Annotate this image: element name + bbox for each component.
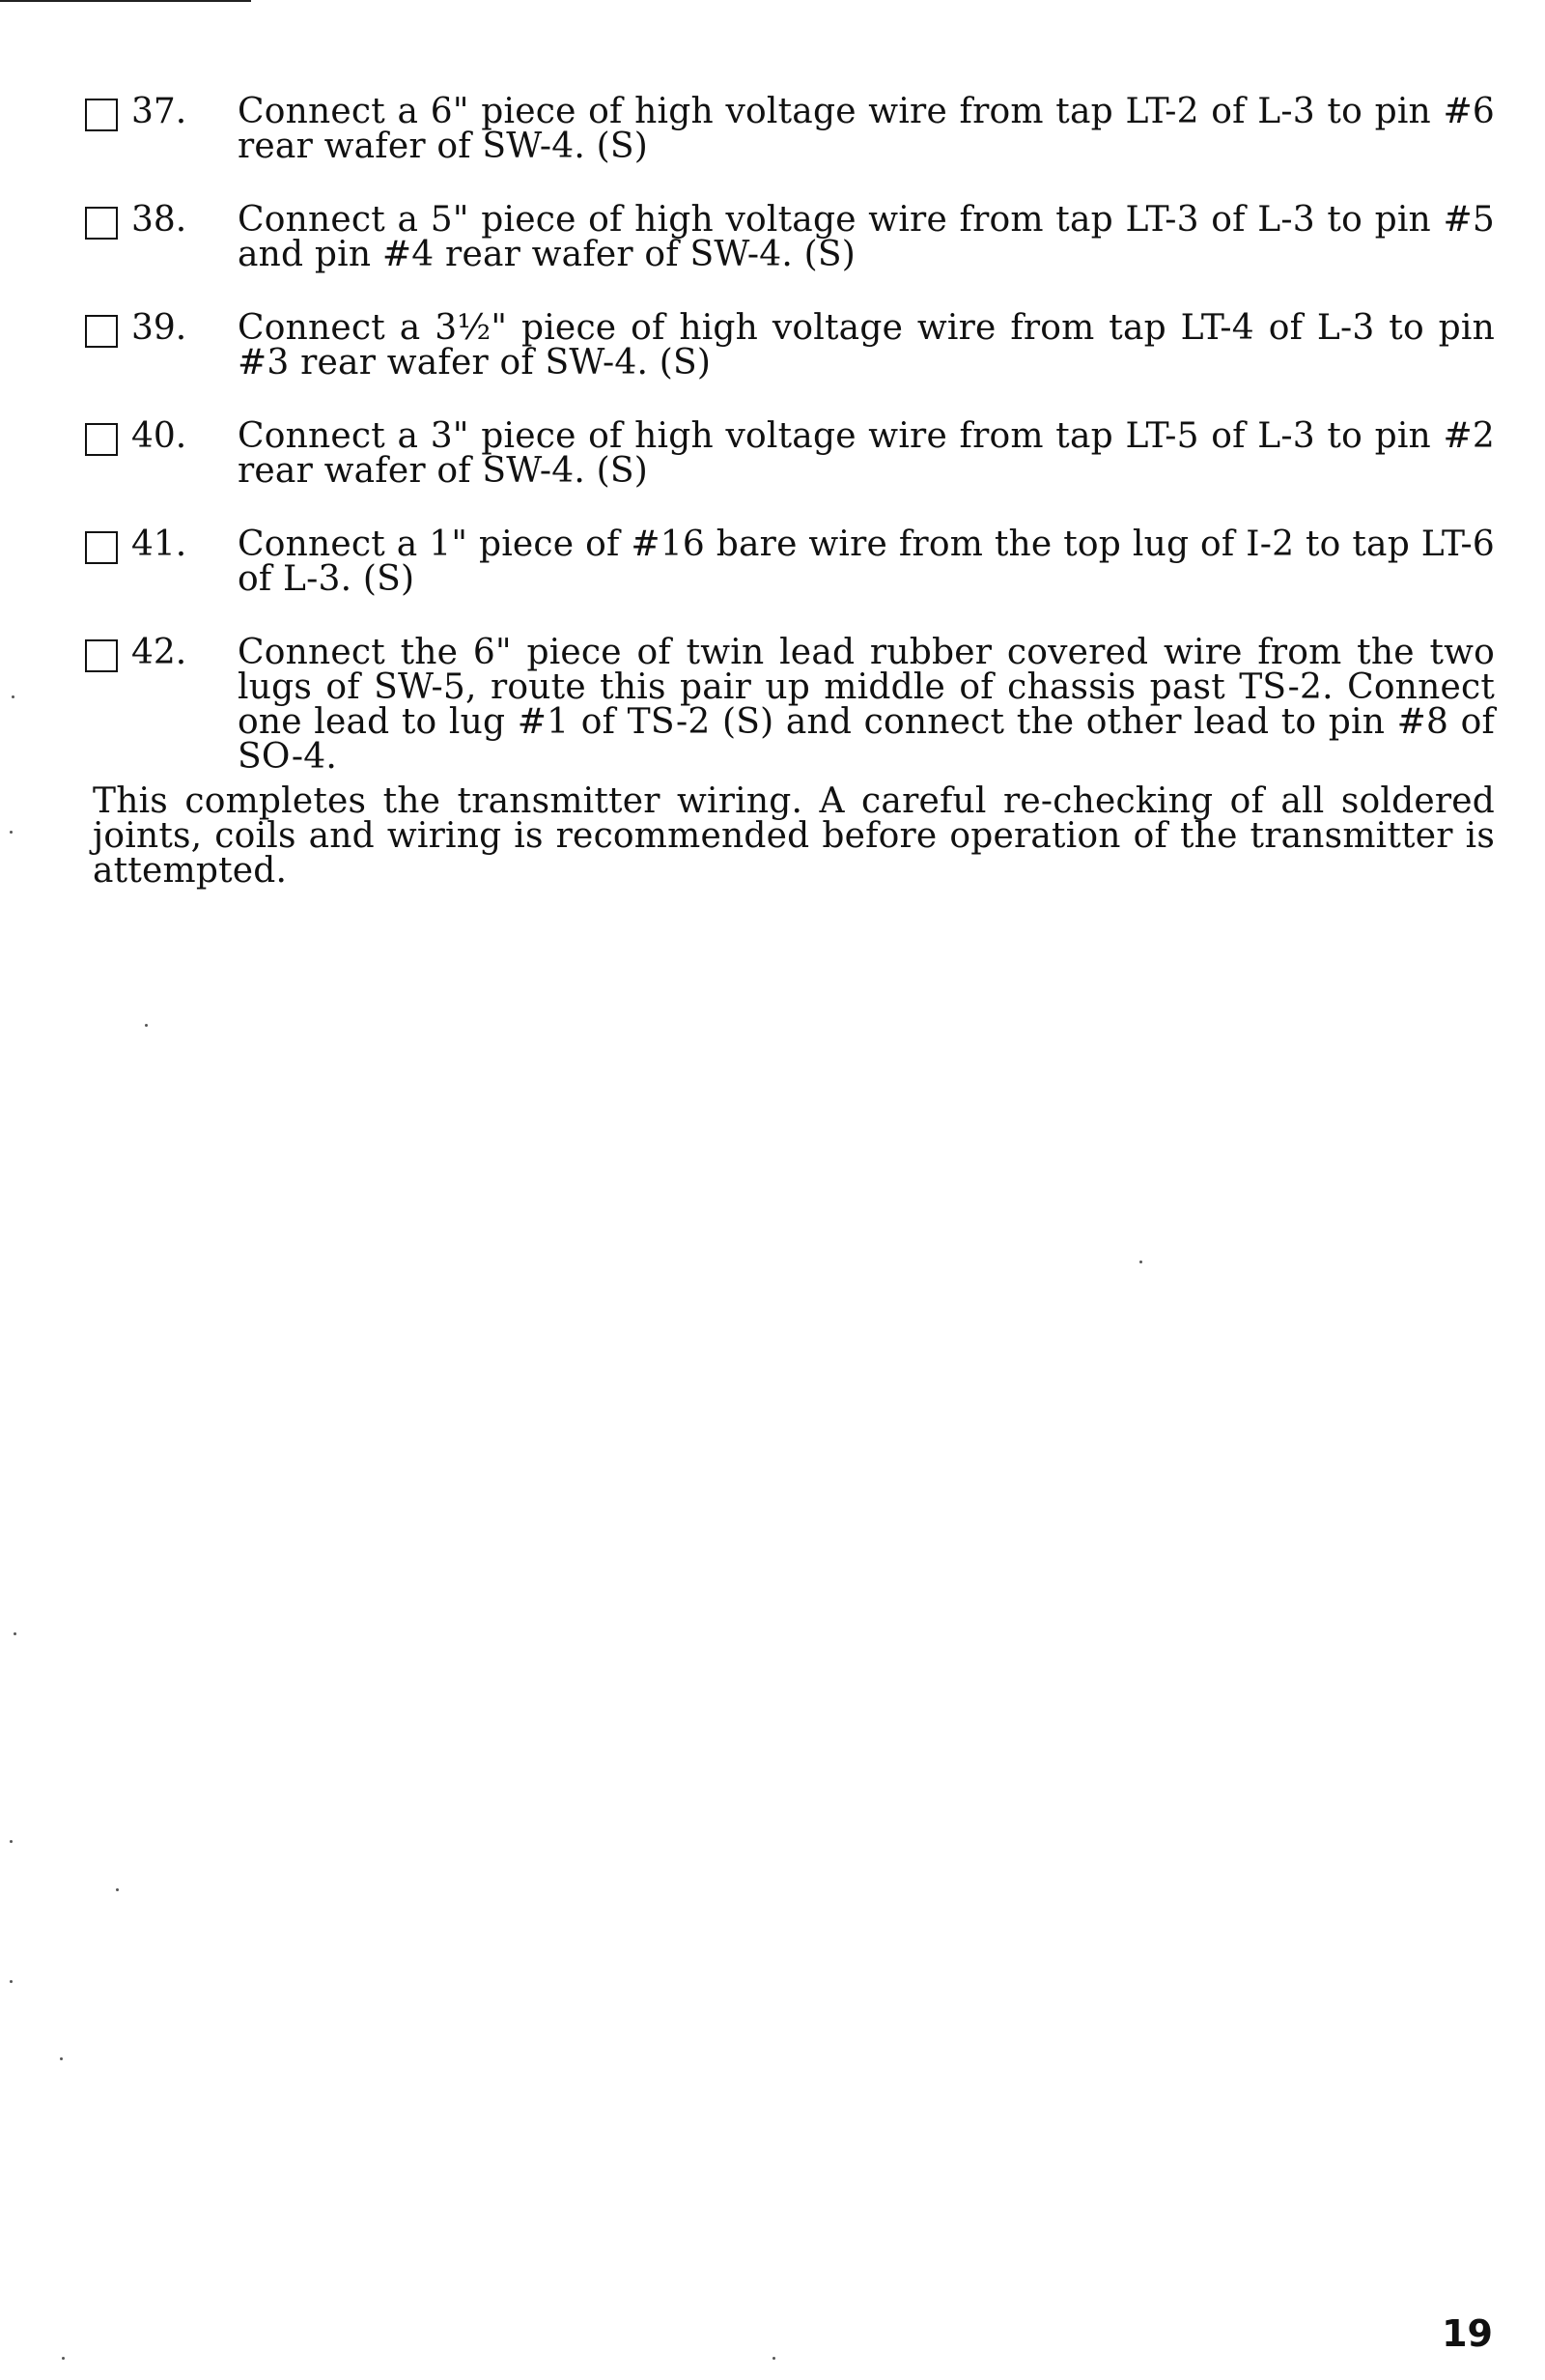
step-text: Connect a 1" piece of #16 bare wire from the top lug of I-2 to tap LT-6 of L-3. (S) xyxy=(238,524,1495,599)
step-number: 40. xyxy=(131,416,187,456)
scan-speck xyxy=(772,2357,775,2360)
scan-speck xyxy=(116,1888,119,1891)
step-text: Connect a 3½" piece of high voltage wire from tap LT-4 of L-3 to pin #3 rear wafer of SW-4. (S) xyxy=(238,308,1495,382)
top-rule xyxy=(0,0,251,2)
step-39 xyxy=(85,301,1495,381)
step-number: 37. xyxy=(131,92,187,131)
scan-speck xyxy=(14,1632,16,1635)
page-number: 19 xyxy=(1442,2312,1493,2355)
step-number: 41. xyxy=(131,524,187,564)
step-text: Connect a 3" piece of high voltage wire from tap LT-5 of L-3 to pin #2 rear wafer of SW-4. (S) xyxy=(238,416,1495,491)
wiring-summary-paragraph: This completes the transmitter wiring. A careful re-checking of all soldered joints, coils and wiring is recommended before operation of the transmitter is attempted. xyxy=(93,781,1495,891)
step-42 xyxy=(85,626,1495,775)
assembly-steps-list xyxy=(85,85,1495,804)
step-37 xyxy=(85,85,1495,164)
step-41 xyxy=(85,518,1495,597)
scan-speck xyxy=(62,2357,65,2360)
scan-speck xyxy=(10,1840,13,1843)
scan-speck xyxy=(1139,1261,1142,1263)
step-text: Connect a 6" piece of high voltage wire from tap LT-2 of L-3 to pin #6 rear wafer of SW-4. (S) xyxy=(238,92,1495,166)
step-39-checkbox[interactable] xyxy=(85,315,118,348)
step-42-checkbox[interactable] xyxy=(85,639,118,672)
step-38-checkbox[interactable] xyxy=(85,207,118,240)
step-number: 39. xyxy=(131,308,187,348)
scan-speck xyxy=(10,1980,13,1983)
step-text: Connect a 5" piece of high voltage wire from tap LT-3 of L-3 to pin #5 and pin #4 rear wafer of SW-4. (S) xyxy=(238,200,1495,274)
step-37-checkbox[interactable] xyxy=(85,99,118,131)
step-41-checkbox[interactable] xyxy=(85,531,118,564)
step-number: 42. xyxy=(131,633,187,672)
scan-speck xyxy=(145,1024,148,1027)
scan-speck xyxy=(12,695,14,698)
scan-speck xyxy=(10,831,13,834)
scan-speck xyxy=(60,2057,63,2060)
step-number: 38. xyxy=(131,200,187,240)
step-40-checkbox[interactable] xyxy=(85,423,118,456)
step-38 xyxy=(85,193,1495,272)
step-text: Connect the 6" piece of twin lead rubber covered wire from the two lugs of SW-5, route this pair up middle of chassis past TS-2. Connect one lead to lug #1 of TS-2 (S) and connect the other lead to pin #8 of SO-4. xyxy=(238,633,1495,777)
step-40 xyxy=(85,410,1495,489)
